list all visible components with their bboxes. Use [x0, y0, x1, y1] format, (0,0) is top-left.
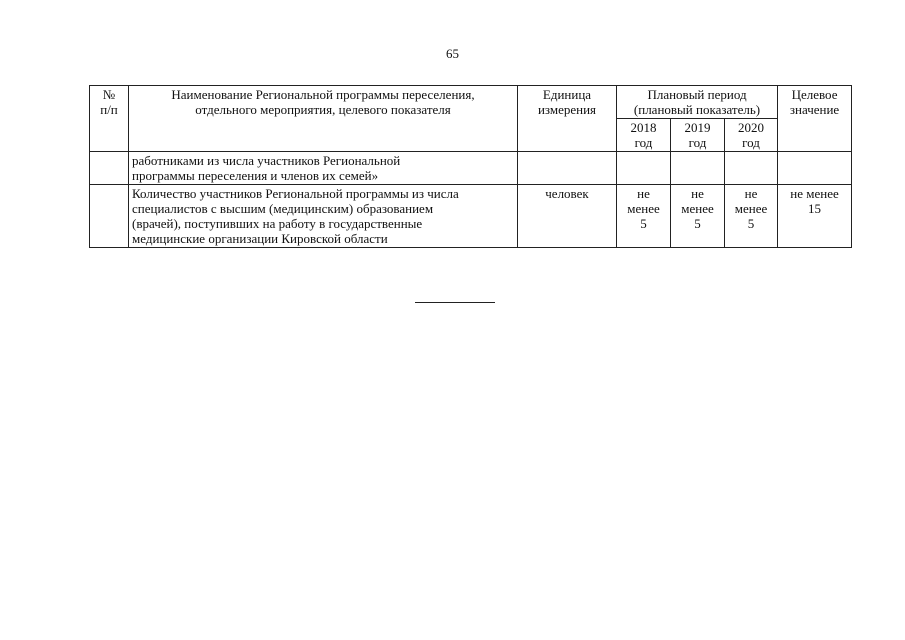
row-target-line: не менее — [790, 186, 839, 201]
row-value-2018 — [617, 185, 671, 248]
row-value-2020 — [725, 152, 778, 185]
header-num-line: № — [102, 87, 116, 102]
header-unit-line: измерения — [537, 102, 597, 117]
row-num — [90, 152, 129, 185]
row-value-line: менее — [681, 201, 714, 216]
header-row-1 — [90, 86, 852, 119]
program-indicators-table — [89, 85, 852, 248]
row-target — [778, 152, 852, 185]
header-year-value: 2019 — [684, 120, 711, 135]
header-year-label: год — [688, 135, 707, 150]
header-target-line: значение — [789, 102, 840, 117]
row-value-line: не — [691, 186, 704, 201]
table-row — [90, 152, 852, 185]
header-unit — [518, 86, 617, 152]
row-value-2019 — [671, 152, 725, 185]
header-unit-line: Единица — [542, 87, 592, 102]
row-value-line: 5 — [694, 216, 701, 231]
row-value-line: менее — [627, 201, 660, 216]
end-separator-line — [415, 302, 495, 303]
header-num — [90, 86, 129, 152]
row-name-line: Количество участников Региональной программы из числа — [132, 186, 459, 201]
header-target — [778, 86, 852, 152]
row-value-2018 — [617, 152, 671, 185]
row-unit — [518, 152, 617, 185]
header-name-line: отдельного мероприятия, целевого показателя — [195, 102, 451, 117]
header-year-2018 — [617, 119, 671, 152]
row-name-line: специалистов с высшим (медицинским) образованием — [132, 201, 434, 216]
row-value-line: не — [637, 186, 650, 201]
row-name-line: работниками из числа участников Региональной — [132, 153, 401, 168]
row-unit: человек — [518, 185, 617, 248]
row-target — [778, 185, 852, 248]
row-name — [129, 185, 518, 248]
header-year-value: 2020 — [738, 120, 765, 135]
row-target-line: 15 — [808, 201, 822, 216]
header-name — [129, 86, 518, 152]
header-year-label: год — [742, 135, 760, 150]
row-value-line: 5 — [640, 216, 647, 231]
row-name — [129, 152, 518, 185]
header-period-line: (плановый показатель) — [633, 102, 761, 117]
header-period-line: Плановый период — [647, 87, 747, 102]
row-name-line: медицинские организации Кировской области — [132, 231, 388, 246]
row-value-2020 — [725, 185, 778, 248]
header-year-value: 2018 — [630, 120, 657, 135]
header-name-line: Наименование Региональной программы переселения, — [171, 87, 475, 102]
header-year-2020 — [725, 119, 778, 152]
header-year-label: год — [634, 135, 653, 150]
row-value-line: менее — [734, 201, 768, 216]
page-number: 65 — [446, 46, 459, 61]
row-value-line: 5 — [747, 216, 755, 231]
header-num-line: п/п — [100, 102, 118, 117]
header-target-line: Целевое — [791, 87, 838, 102]
table-row — [90, 185, 852, 248]
row-name-line: программы переселения и членов их семей» — [132, 168, 379, 183]
header-period — [617, 86, 778, 119]
row-num — [90, 185, 129, 248]
row-name-line: (врачей), поступивших на работу в государственные — [132, 216, 423, 231]
row-value-line: не — [744, 186, 758, 201]
header-year-2019 — [671, 119, 725, 152]
row-value-2019 — [671, 185, 725, 248]
